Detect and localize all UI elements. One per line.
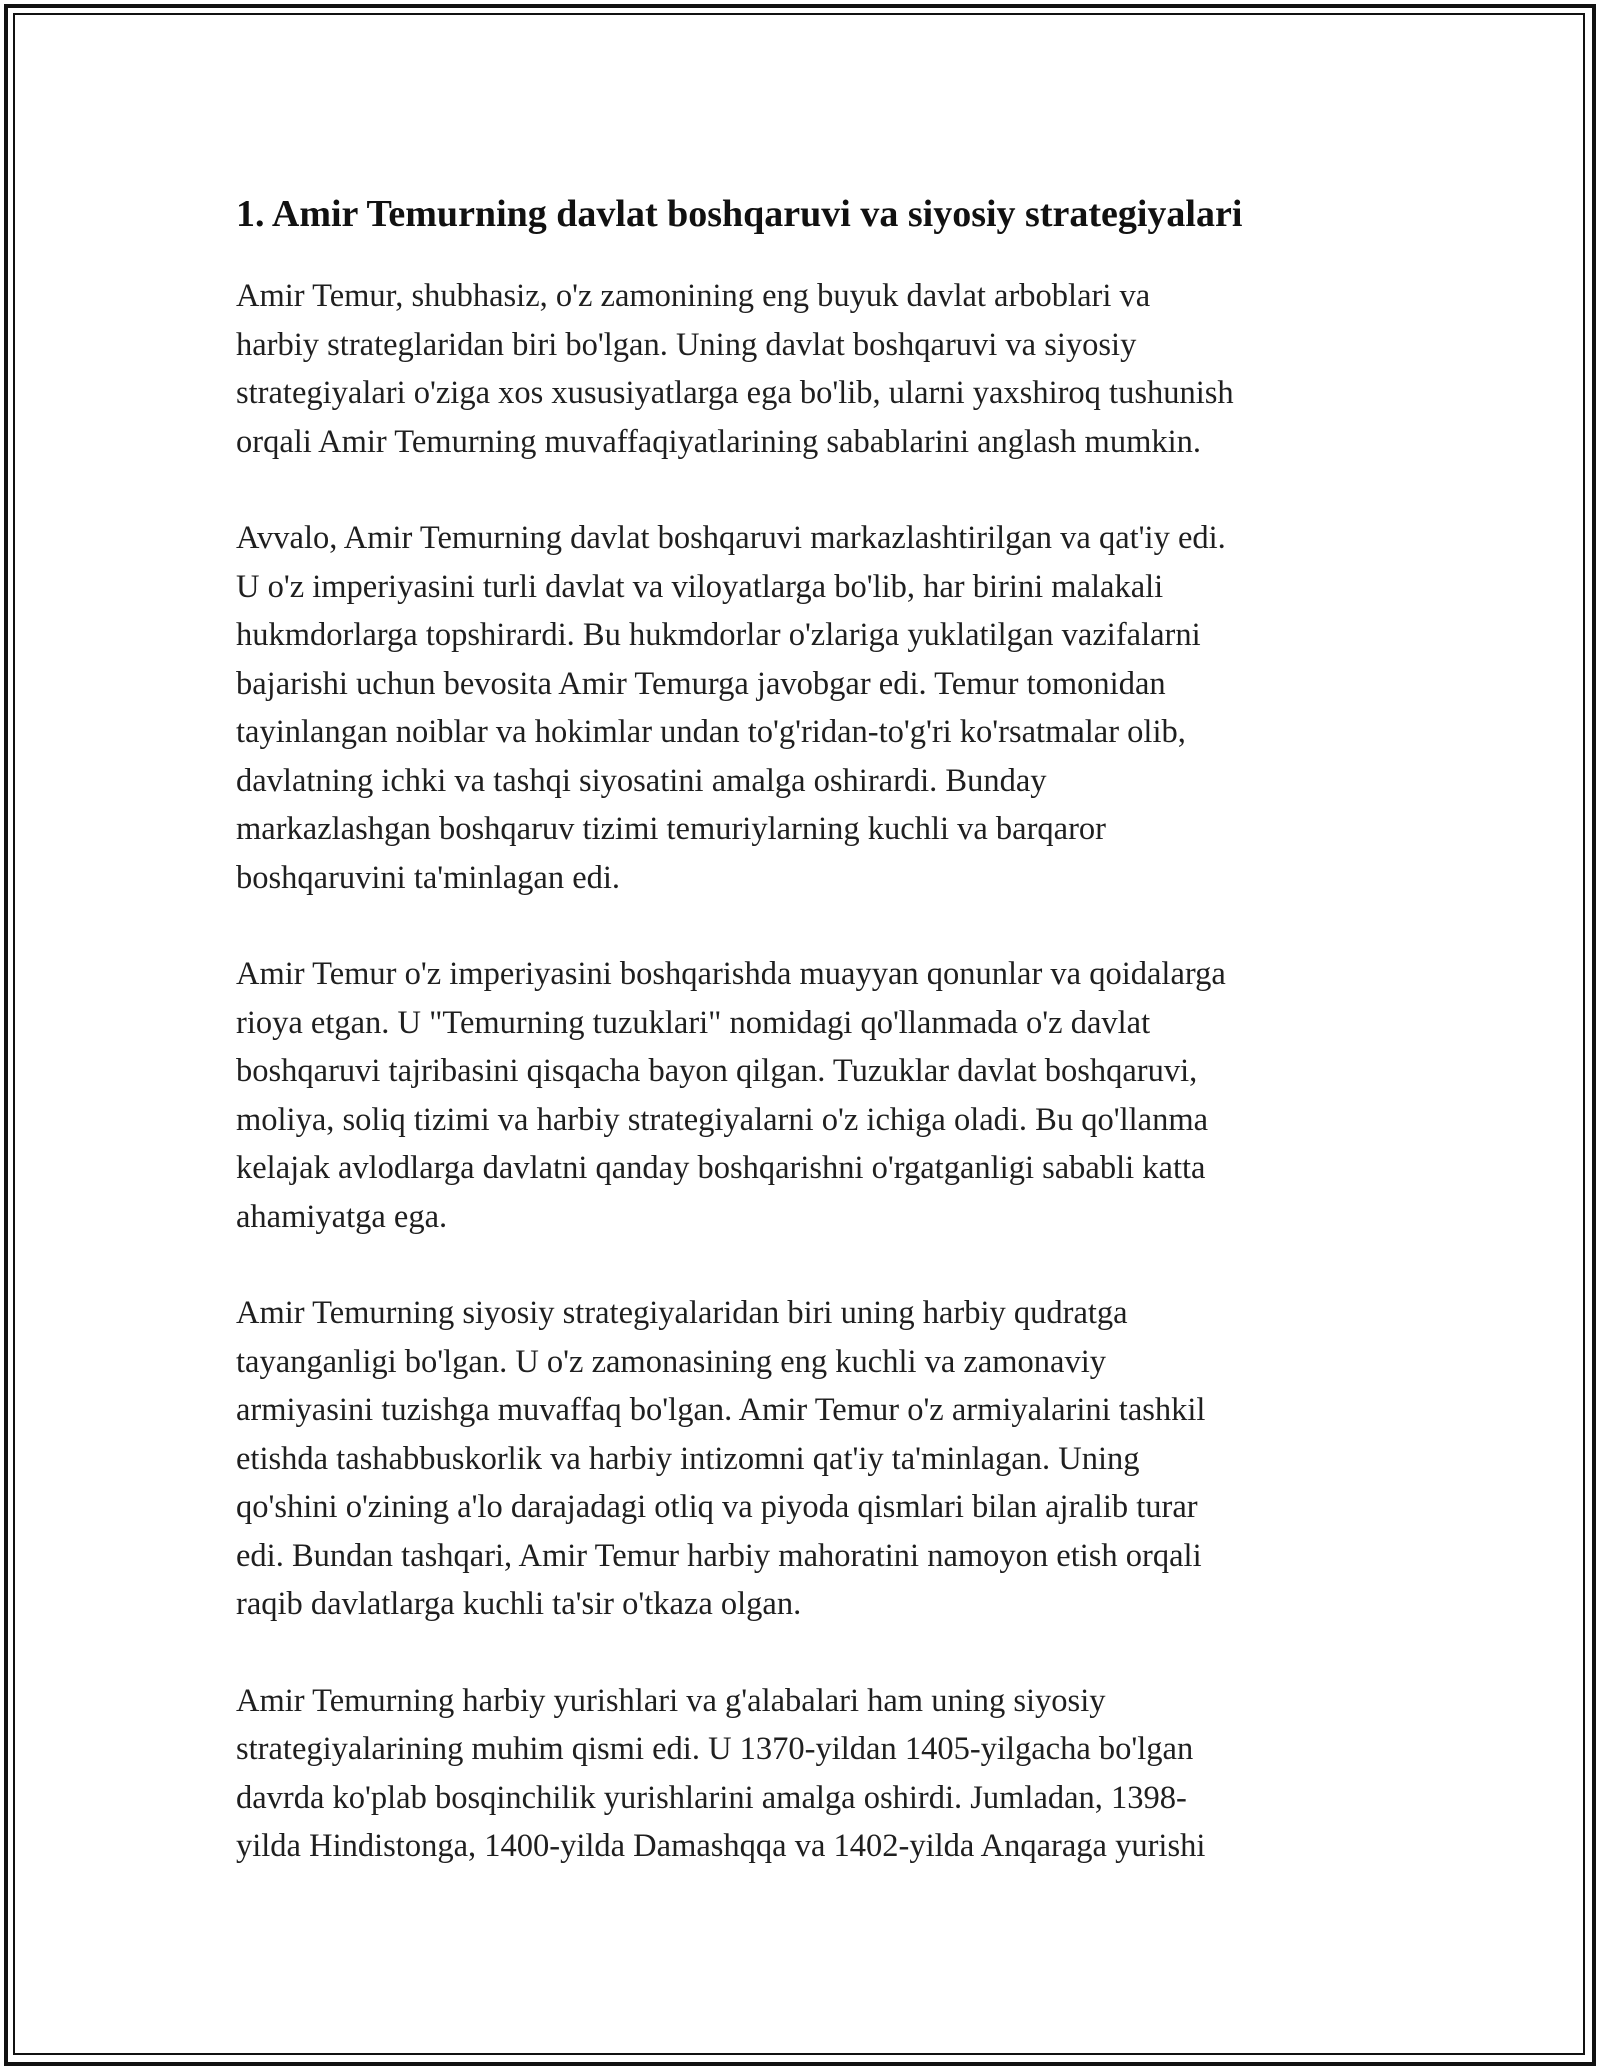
paragraph xyxy=(236,514,1376,902)
paragraph-line: U o'z imperiyasini turli davlat va viloyatlarga bo'lib, har birini malakali xyxy=(236,568,1164,605)
paragraph-line: tayanganligi bo'lgan. U o'z zamonasining eng kuchli va zamonaviy xyxy=(236,1343,1107,1380)
paragraph-line: Amir Temur, shubhasiz, o'z zamonining eng buyuk davlat arboblari va xyxy=(236,278,1151,314)
paragraph-list xyxy=(236,272,1376,1871)
paragraph-line: bajarishi uchun bevosita Amir Temurga javobgar edi. Temur tomonidan xyxy=(236,665,1166,702)
paragraph-line: strategiyalarining muhim qismi edi. U 1370-yildan 1405-yilgacha bo'lgan xyxy=(236,1731,1194,1767)
paragraph-line: Avvalo, Amir Temurning davlat boshqaruvi markazlashtirilgan va qat'iy edi. xyxy=(236,520,1226,556)
paragraph-line: ahamiyatga ega. xyxy=(236,1198,448,1235)
paragraph-line: kelajak avlodlarga davlatni qanday boshqarishni o'rgatganligi sababli katta xyxy=(236,1150,1206,1186)
paragraph-line: boshqaruvi tajribasini qisqacha bayon qilgan. Tuzuklar davlat boshqaruvi, xyxy=(236,1053,1198,1089)
paragraph-line: etishda tashabbuskorlik va harbiy intizomni qat'iy ta'minlagan. Uning xyxy=(236,1440,1140,1477)
paragraph-line: hukmdorlarga topshirardi. Bu hukmdorlar o'zlariga yuklatilgan vazifalarni xyxy=(236,617,1201,653)
paragraph-line: qo'shini o'zining a'lo darajadagi otliq va piyoda qismlari bilan ajralib turar xyxy=(236,1489,1198,1525)
paragraph xyxy=(236,272,1376,466)
document-body xyxy=(236,178,1376,1919)
paragraph-line: Amir Temur o'z imperiyasini boshqarishda muayyan qonunlar va qoidalarga xyxy=(236,956,1226,992)
paragraph-line: orqali Amir Temurning muvaffaqiyatlarining sabablarini anglash mumkin. xyxy=(236,423,1202,460)
paragraph xyxy=(236,1677,1376,1871)
paragraph-line: yilda Hindistonga, 1400-yilda Damashqqa va 1402-yilda Anqaraga yurishi xyxy=(236,1828,1206,1864)
paragraph xyxy=(236,950,1376,1241)
paragraph-line: rioya etgan. U "Temurning tuzuklari" nomidagi qo'llanmada o'z davlat xyxy=(236,1004,1151,1041)
paragraph-line: boshqaruvini ta'minlagan edi. xyxy=(236,859,621,896)
paragraph-line: tayinlangan noiblar va hokimlar undan to'g'ridan-to'g'ri ko'rsatmalar olib, xyxy=(236,714,1186,750)
paragraph-line: markazlashgan boshqaruv tizimi temuriylarning kuchli va barqaror xyxy=(236,811,1106,847)
paragraph xyxy=(236,1289,1376,1629)
paragraph-line: harbiy strateglaridan biri bo'lgan. Uning davlat boshqaruvi va siyosiy xyxy=(236,326,1137,363)
paragraph-line: davlatning ichki va tashqi siyosatini amalga oshirardi. Bunday xyxy=(236,762,1047,799)
paragraph-line: raqib davlatlarga kuchli ta'sir o'tkaza olgan. xyxy=(236,1586,802,1622)
section-title: 1. Amir Temurning davlat boshqaruvi va siyosiy strategiyalari xyxy=(236,193,1243,235)
paragraph-line: Amir Temurning siyosiy strategiyalaridan biri uning harbiy qudratga xyxy=(236,1295,1128,1331)
paragraph-line: strategiyalari o'ziga xos xususiyatlarga ega bo'lib, ularni yaxshiroq tushunish xyxy=(236,375,1234,411)
paragraph-line: edi. Bundan tashqari, Amir Temur harbiy mahoratini namoyon etish orqali xyxy=(236,1537,1202,1574)
paragraph-line: moliya, soliq tizimi va harbiy strategiyalarni o'z ichiga oladi. Bu qo'llanma xyxy=(236,1101,1209,1138)
paragraph-line: armiyasini tuzishga muvaffaq bo'lgan. Amir Temur o'z armiyalarini tashkil xyxy=(236,1392,1206,1428)
paragraph-line: davrda ko'plab bosqinchilik yurishlarini amalga oshirdi. Jumladan, 1398- xyxy=(236,1779,1187,1816)
paragraph-line: Amir Temurning harbiy yurishlari va g'alabalari ham uning siyosiy xyxy=(236,1682,1106,1719)
